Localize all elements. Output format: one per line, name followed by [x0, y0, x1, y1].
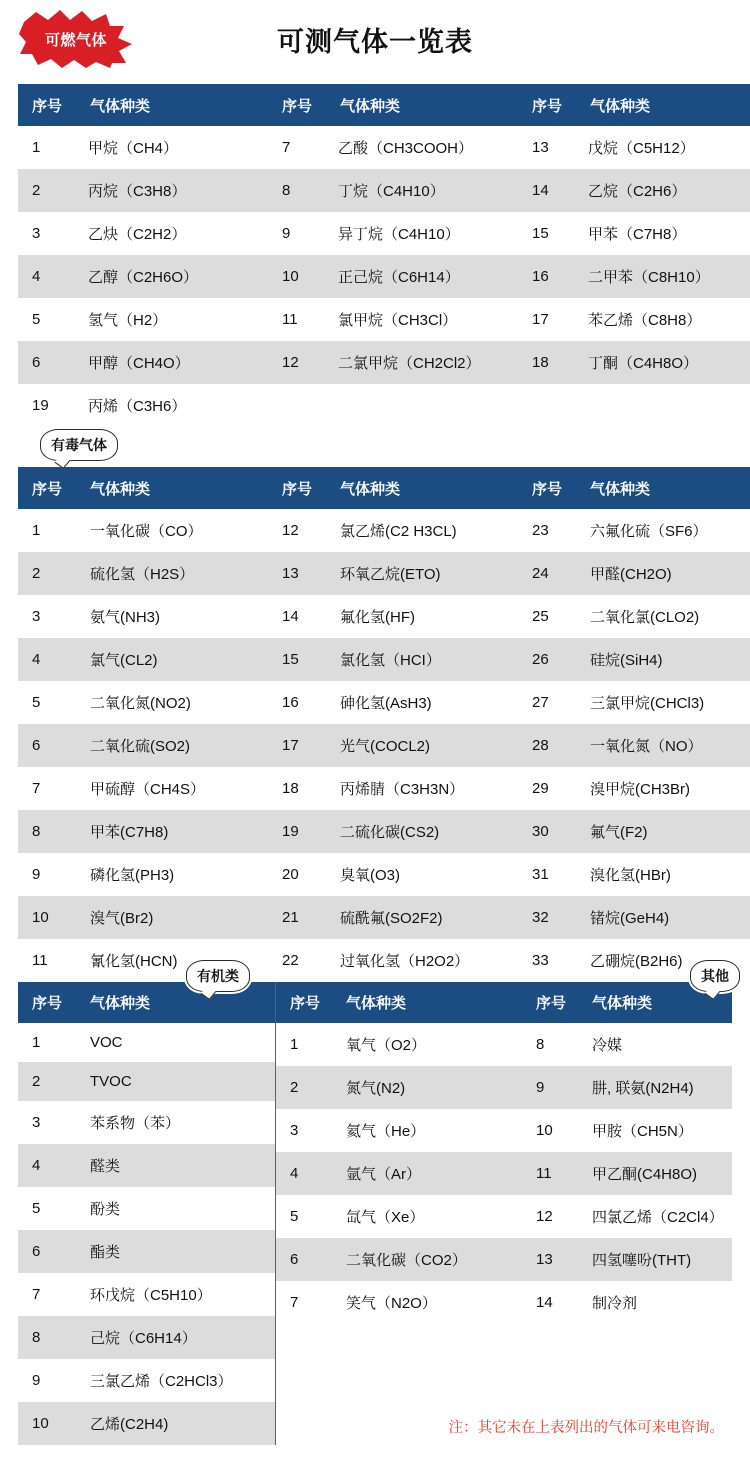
table-header-row — [18, 467, 750, 509]
cell-no: 7 — [276, 1281, 332, 1324]
cell-gas: 丁烷（C4H10） — [326, 169, 518, 212]
cell-no: 7 — [18, 1273, 76, 1316]
cell-no: 5 — [18, 298, 76, 341]
cell-gas: 三氯甲烷(CHCl3) — [576, 681, 750, 724]
table-row — [18, 1359, 275, 1402]
cell-no: 12 — [268, 509, 326, 552]
cell-no: 14 — [518, 169, 576, 212]
cell-gas: 二氧化硫(SO2) — [76, 724, 268, 767]
cell-gas: 酯类 — [76, 1230, 275, 1273]
cell-no: 28 — [518, 724, 576, 767]
cell-no: 4 — [276, 1152, 332, 1195]
cell-no: 1 — [18, 1023, 76, 1062]
col-header-no-1: 序号 — [276, 982, 332, 1023]
cell-gas: 过氧化氢（H2O2） — [326, 939, 518, 982]
cell-no: 6 — [18, 1230, 76, 1273]
cell-gas: 二氧化氮(NO2) — [76, 681, 268, 724]
cell-gas: 甲烷（CH4） — [76, 126, 268, 169]
cell-gas: TVOC — [76, 1062, 275, 1101]
cell-no: 12 — [522, 1195, 578, 1238]
table-row — [18, 1230, 275, 1273]
cell-no: 6 — [18, 724, 76, 767]
cell-gas: 乙硼烷(B2H6) — [576, 939, 750, 982]
cell-no: 1 — [18, 509, 76, 552]
cell-gas: 二氯甲烷（CH2Cl2） — [326, 341, 518, 384]
cell-no: 8 — [522, 1023, 578, 1066]
flammable-badge — [18, 8, 134, 70]
table-row — [18, 212, 750, 255]
spacer-cell — [276, 1363, 732, 1402]
table-row — [276, 1281, 732, 1324]
cell-no: 6 — [276, 1238, 332, 1281]
cell-gas: 甲苯（C7H8） — [576, 212, 750, 255]
toxic-gas-table — [18, 467, 750, 982]
col-header-name-2: 气体种类 — [326, 84, 518, 126]
cell-gas: 氟气(F2) — [576, 810, 750, 853]
cell-gas: 醛类 — [76, 1144, 275, 1187]
cell-gas: 环氧乙烷(ETO) — [326, 552, 518, 595]
table-row — [18, 1101, 275, 1144]
cell-gas: 氯化氢（HCI） — [326, 638, 518, 681]
cell-gas: 甲醛(CH2O) — [576, 552, 750, 595]
cell-gas: 溴甲烷(CH3Br) — [576, 767, 750, 810]
toxic-label-row — [18, 427, 732, 467]
cell-no: 3 — [18, 595, 76, 638]
cell-gas: 甲苯(C7H8) — [76, 810, 268, 853]
organic-column — [18, 968, 275, 1445]
cell-gas: 氦气（He） — [332, 1109, 522, 1152]
cell-gas: 光气(COCL2) — [326, 724, 518, 767]
page-header — [18, 0, 732, 84]
other-column — [276, 968, 732, 1445]
cell-gas: 丙烷（C3H8） — [76, 169, 268, 212]
cell-no: 26 — [518, 638, 576, 681]
cell-no: 8 — [268, 169, 326, 212]
table-row — [18, 1316, 275, 1359]
cell-gas: 乙烯(C2H4) — [76, 1402, 275, 1445]
cell-no: 8 — [18, 810, 76, 853]
col-header-no-2: 序号 — [522, 982, 578, 1023]
cell-gas: 氯甲烷（CH3Cl） — [326, 298, 518, 341]
cell-gas: 二氧化碳（CO2） — [332, 1238, 522, 1281]
cell-no: 31 — [518, 853, 576, 896]
cell-no: 9 — [522, 1066, 578, 1109]
cell-no — [518, 384, 576, 427]
cell-no: 5 — [18, 681, 76, 724]
table-row — [18, 724, 750, 767]
cell-no: 3 — [18, 212, 76, 255]
cell-no: 9 — [18, 1359, 76, 1402]
table-row — [276, 1109, 732, 1152]
cell-gas: 氯气(CL2) — [76, 638, 268, 681]
cell-gas: 氢气（H2） — [76, 298, 268, 341]
footer-note: 注：其它未在上表列出的气体可来电咨询。 — [448, 1420, 724, 1436]
cell-gas: 砷化氢(AsH3) — [326, 681, 518, 724]
col-header-name-3: 气体种类 — [576, 84, 750, 126]
cell-gas: 一氧化氮（NO） — [576, 724, 750, 767]
cell-no: 7 — [268, 126, 326, 169]
cell-no: 6 — [18, 341, 76, 384]
col-header-name-1: 气体种类 — [76, 84, 268, 126]
table-header-row — [276, 982, 732, 1023]
cell-no: 13 — [522, 1238, 578, 1281]
table-row — [18, 1144, 275, 1187]
cell-no: 16 — [518, 255, 576, 298]
table-row — [18, 384, 750, 427]
col-header-no-1: 序号 — [18, 467, 76, 509]
cell-no: 30 — [518, 810, 576, 853]
table-row — [18, 1062, 275, 1101]
cell-no: 20 — [268, 853, 326, 896]
table-row — [18, 552, 750, 595]
table-row — [18, 638, 750, 681]
cell-no: 2 — [18, 169, 76, 212]
cell-no: 9 — [268, 212, 326, 255]
cell-gas: 甲硫醇（CH4S） — [76, 767, 268, 810]
cell-no: 2 — [18, 1062, 76, 1101]
cell-gas: 磷化氢(PH3) — [76, 853, 268, 896]
cell-no: 21 — [268, 896, 326, 939]
cell-no: 4 — [18, 255, 76, 298]
cell-gas: 正己烷（C6H14） — [326, 255, 518, 298]
col-header-name-1: 气体种类 — [332, 982, 522, 1023]
cell-gas: 氯乙烯(C2 H3CL) — [326, 509, 518, 552]
cell-gas: 乙酸（CH3COOH） — [326, 126, 518, 169]
cell-gas: 丙烯（C3H6） — [76, 384, 268, 427]
cell-gas: 硅烷(SiH4) — [576, 638, 750, 681]
cell-gas: 乙醇（C2H6O） — [76, 255, 268, 298]
cell-no: 2 — [18, 552, 76, 595]
cell-no: 9 — [18, 853, 76, 896]
cell-no: 11 — [268, 298, 326, 341]
table-row — [276, 1023, 732, 1066]
table-row — [18, 1023, 275, 1062]
col-header-no-3: 序号 — [518, 467, 576, 509]
cell-no: 11 — [18, 939, 76, 982]
table-row — [18, 1273, 275, 1316]
cell-gas — [326, 384, 518, 427]
cell-gas: 酚类 — [76, 1187, 275, 1230]
table-row — [276, 1238, 732, 1281]
cell-no: 18 — [518, 341, 576, 384]
cell-no: 24 — [518, 552, 576, 595]
cell-no: 13 — [268, 552, 326, 595]
cell-gas: 冷媒 — [578, 1023, 732, 1066]
cell-no: 22 — [268, 939, 326, 982]
col-header-name-1: 气体种类 — [76, 467, 268, 509]
cell-gas: 制冷剂 — [578, 1281, 732, 1324]
cell-gas: 氨气(NH3) — [76, 595, 268, 638]
table-row — [276, 1066, 732, 1109]
cell-no: 18 — [268, 767, 326, 810]
col-header-name: 气体种类 — [76, 982, 275, 1023]
cell-no: 1 — [18, 126, 76, 169]
cell-gas: 戊烷（C5H12） — [576, 126, 750, 169]
cell-no: 11 — [522, 1152, 578, 1195]
other-gas-table — [276, 982, 732, 1402]
cell-gas — [576, 384, 750, 427]
table-row — [18, 810, 750, 853]
cell-gas: 溴气(Br2) — [76, 896, 268, 939]
cell-no: 5 — [276, 1195, 332, 1238]
cell-gas: 二硫化碳(CS2) — [326, 810, 518, 853]
cell-no: 5 — [18, 1187, 76, 1230]
table-row — [18, 341, 750, 384]
cell-no: 4 — [18, 1144, 76, 1187]
other-gas-label: 其他 — [690, 960, 740, 992]
cell-gas: 氩气（Ar） — [332, 1152, 522, 1195]
table-row — [18, 767, 750, 810]
table-spacer-row — [276, 1363, 732, 1402]
cell-no: 8 — [18, 1316, 76, 1359]
col-header-name-3: 气体种类 — [576, 467, 750, 509]
cell-gas: 氙气（Xe） — [332, 1195, 522, 1238]
cell-gas: 乙烷（C2H6） — [576, 169, 750, 212]
page-title: 可测气体一览表 — [277, 27, 473, 57]
cell-gas: 一氧化碳（CO） — [76, 509, 268, 552]
cell-gas: 环戊烷（C5H10） — [76, 1273, 275, 1316]
bottom-section — [18, 968, 732, 1445]
table-row — [18, 896, 750, 939]
cell-no: 1 — [276, 1023, 332, 1066]
flammable-badge-label: 可燃气体 — [44, 31, 107, 49]
table-row — [18, 681, 750, 724]
cell-no: 29 — [518, 767, 576, 810]
cell-gas: 四氢噻吩(THT) — [578, 1238, 732, 1281]
table-row — [18, 939, 750, 982]
cell-no: 15 — [268, 638, 326, 681]
cell-gas: 苯乙烯（C8H8） — [576, 298, 750, 341]
table-row — [18, 1402, 275, 1445]
table-row — [18, 169, 750, 212]
cell-no: 4 — [18, 638, 76, 681]
organic-gas-label: 有机类 — [186, 960, 250, 992]
toxic-gas-label: 有毒气体 — [40, 429, 118, 461]
cell-no: 16 — [268, 681, 326, 724]
cell-gas: 四氯乙烯（C2Cl4） — [578, 1195, 732, 1238]
col-header-name-2: 气体种类 — [326, 467, 518, 509]
cell-no: 13 — [518, 126, 576, 169]
table-row — [18, 853, 750, 896]
col-header-name-2: 气体种类 — [578, 982, 732, 1023]
cell-gas: 二甲苯（C8H10） — [576, 255, 750, 298]
cell-no: 3 — [276, 1109, 332, 1152]
organic-gas-table — [18, 982, 275, 1445]
cell-no: 10 — [522, 1109, 578, 1152]
table-row — [18, 255, 750, 298]
cell-gas: 甲胺（CH5N） — [578, 1109, 732, 1152]
cell-gas: 三氯乙烯（C2HCl3） — [76, 1359, 275, 1402]
cell-gas: 甲乙酮(C4H8O) — [578, 1152, 732, 1195]
flammable-gas-table — [18, 84, 750, 427]
table-row — [18, 1187, 275, 1230]
table-row — [18, 509, 750, 552]
cell-gas: 氰化氢(HCN) — [76, 939, 268, 982]
cell-gas: 氟化氢(HF) — [326, 595, 518, 638]
cell-gas: 笑气（N2O） — [332, 1281, 522, 1324]
cell-gas: 己烷（C6H14） — [76, 1316, 275, 1359]
cell-no: 10 — [18, 896, 76, 939]
cell-no: 17 — [518, 298, 576, 341]
table-row — [276, 1195, 732, 1238]
cell-no: 15 — [518, 212, 576, 255]
cell-gas: 肼, 联氨(N2H4) — [578, 1066, 732, 1109]
cell-no: 19 — [268, 810, 326, 853]
cell-gas: 硫化氢（H2S） — [76, 552, 268, 595]
cell-gas: 丁酮（C4H8O） — [576, 341, 750, 384]
cell-no: 7 — [18, 767, 76, 810]
table-row — [276, 1152, 732, 1195]
cell-no: 12 — [268, 341, 326, 384]
cell-gas: 乙炔（C2H2） — [76, 212, 268, 255]
cell-gas: 二氧化氯(CLO2) — [576, 595, 750, 638]
cell-no: 14 — [522, 1281, 578, 1324]
cell-no: 17 — [268, 724, 326, 767]
table-row — [18, 298, 750, 341]
col-header-no: 序号 — [18, 982, 76, 1023]
table-spacer-row — [276, 1324, 732, 1363]
cell-gas: 苯系物（苯） — [76, 1101, 275, 1144]
cell-gas: 甲醇（CH4O） — [76, 341, 268, 384]
table-header-row — [18, 84, 750, 126]
table-row — [18, 126, 750, 169]
cell-gas: 氧气（O2） — [332, 1023, 522, 1066]
cell-no: 27 — [518, 681, 576, 724]
cell-no: 10 — [18, 1402, 76, 1445]
spacer-cell — [276, 1324, 732, 1363]
cell-no: 10 — [268, 255, 326, 298]
cell-no: 33 — [518, 939, 576, 982]
cell-gas: 六氟化硫（SF6） — [576, 509, 750, 552]
cell-no: 3 — [18, 1101, 76, 1144]
cell-gas: 丙烯腈（C3H3N） — [326, 767, 518, 810]
cell-no: 32 — [518, 896, 576, 939]
cell-no: 19 — [18, 384, 76, 427]
col-header-no-3: 序号 — [518, 84, 576, 126]
cell-gas: 溴化氢(HBr) — [576, 853, 750, 896]
cell-no: 2 — [276, 1066, 332, 1109]
col-header-no-1: 序号 — [18, 84, 76, 126]
cell-no: 14 — [268, 595, 326, 638]
cell-gas: 臭氧(O3) — [326, 853, 518, 896]
table-row — [18, 595, 750, 638]
cell-no: 23 — [518, 509, 576, 552]
cell-no — [268, 384, 326, 427]
cell-gas: 氮气(N2) — [332, 1066, 522, 1109]
cell-gas: 异丁烷（C4H10） — [326, 212, 518, 255]
cell-gas: 锗烷(GeH4) — [576, 896, 750, 939]
cell-no: 25 — [518, 595, 576, 638]
cell-gas: 硫酰氟(SO2F2) — [326, 896, 518, 939]
col-header-no-2: 序号 — [268, 467, 326, 509]
col-header-no-2: 序号 — [268, 84, 326, 126]
cell-gas: VOC — [76, 1023, 275, 1062]
